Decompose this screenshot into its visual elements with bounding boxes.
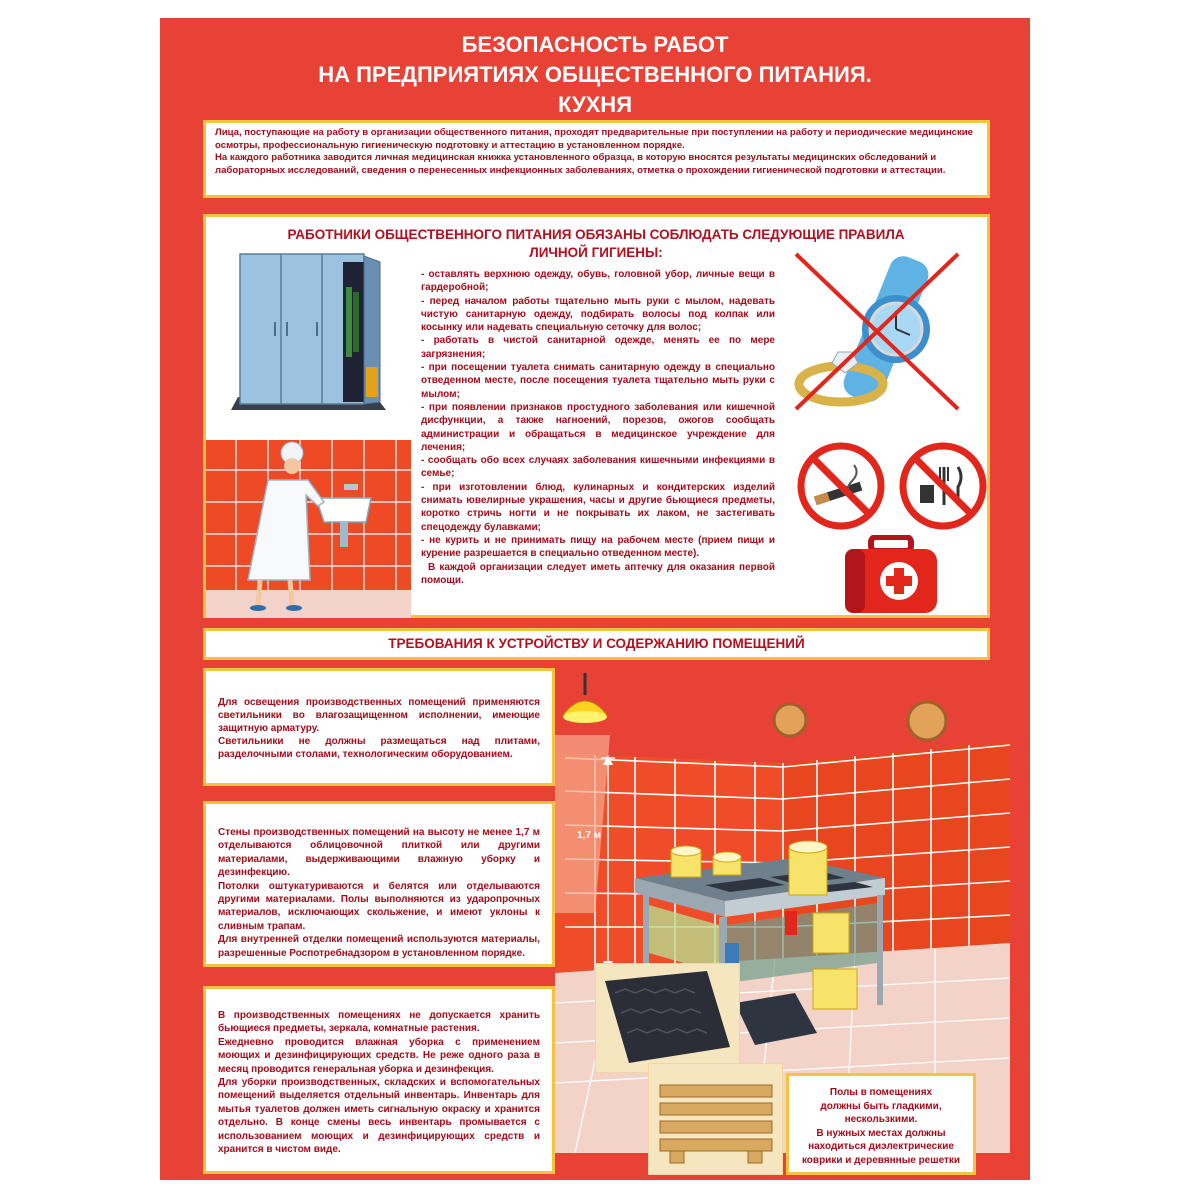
wardrobe-illustration — [226, 252, 391, 417]
rule-item: - работать в чистой санитарной одежде, менять ее по мере загрязнения; — [421, 335, 775, 360]
intro-paragraph-2: На каждого работника заводится личная медицинская книжка установленного образца, в которую вносятся результаты медицинских обследований и лабораторных исследований, сведения о перенесенных инфекционных заболеваниях, отметка о прохождении гигиенической подготовки и аттестации. — [215, 152, 946, 176]
title-line-3: КУХНЯ — [557, 92, 633, 117]
walls-paragraph-1: Стены производственных помещений на высоту не менее 1,7 м отделываются облицовочной плиткой или другими материалами, выдерживающими влажную уборку и дезинфекцию. — [218, 827, 540, 879]
hygiene-rules — [421, 268, 775, 587]
poster-title — [160, 30, 1030, 120]
rule-item: - при посещении туалета снимать санитарную одежду в специально отведенном месте, после посещения туалета тщательно мыть руки с мылом; — [421, 362, 775, 400]
cleaning-paragraph-1: В производственных помещениях не допускается хранить бьющиеся предметы, зеркала, комнатные растения. — [218, 1010, 540, 1035]
no-eating-icon — [898, 441, 988, 531]
walls-box — [203, 801, 555, 967]
floors-line: Полы в помещениях — [829, 1087, 933, 1098]
hygiene-heading-line-1: РАБОТНИКИ ОБЩЕСТВЕННОГО ПИТАНИЯ ОБЯЗАНЫ СОБЛЮДАТЬ СЛЕДУЮЩИЕ ПРАВИЛА — [287, 227, 905, 242]
rule-item: - не курить и не принимать пищу на рабочем месте (прием пищи и курение разрешается в специально отведенном месте). — [421, 534, 775, 560]
hygiene-box — [203, 214, 990, 618]
floors-box — [786, 1073, 976, 1175]
lighting-box — [203, 668, 555, 786]
lighting-paragraph-1: Для освещения производственных помещений применяются светильники во влагозащищенном исполнении, имеющие защитную арматуру. — [218, 697, 540, 734]
rule-item: - при изготовлении блюд, кулинарных и кондитерских изделий снимать ювелирные украшения, часы и другие бьющиеся предметы, коротко стричь ногти и не покрывать их лаком, не застегивать спецодежду булавками; — [421, 481, 775, 533]
height-label: 1,7 м — [577, 830, 602, 841]
first-aid-kit-icon — [841, 535, 941, 615]
dielectric-mat-illustration — [595, 963, 740, 1073]
premises-heading: ТРЕБОВАНИЯ К УСТРОЙСТВУ И СОДЕРЖАНИЮ ПОМЕЩЕНИЙ — [388, 636, 805, 651]
first-aid-note: В каждой организации следует иметь аптечку для оказания первой помощи. — [421, 561, 775, 586]
wooden-grate-illustration — [648, 1063, 783, 1175]
floors-line: должны быть гладкими, — [820, 1100, 942, 1112]
title-line-1: БЕЗОПАСНОСТЬ РАБОТ — [461, 32, 729, 57]
title-line-2: НА ПРЕДПРИЯТИЯХ ОБЩЕСТВЕННОГО ПИТАНИЯ. — [318, 62, 872, 87]
rule-item: - сообщать обо всех случаях заболевания кишечными инфекциями в семье; — [421, 455, 775, 480]
intro-box — [203, 120, 990, 198]
rule-item: - при появлении признаков простудного заболевания или кишечной дисфункции, а также нагноений, порезов, ожогов сообщать администрации и обращаться в медицинское учреждение для лечения; — [421, 401, 775, 453]
walls-paragraph-2: Потолки оштукатуриваются и белятся или отделываются другими материалами. Полы выполняются из ударопрочных материалов, исключающих скольжение, и имеют уклоны к сливным трапам. — [218, 880, 540, 932]
no-jewelry-illustration — [786, 249, 971, 414]
rule-item: - перед началом работы тщательно мыть руки с мылом, надевать чистую санитарную одежду, подбирать волосы под колпак или косынку или надевать специальную сеточку для волос; — [421, 295, 775, 334]
cleaning-paragraph-3: Для уборки производственных, складских и вспомогательных помещений выделяется отдельный инвентарь. Инвентарь для мытья туалетов должен иметь сигнальную окраску и хранится отдельно. В конце смены весь инвентарь промывается с использованием моющих и дезинфицирующих средств и хранится в чистом виде. — [218, 1077, 540, 1156]
floors-line: В нужных местах должны — [816, 1127, 946, 1139]
floors-line: коврики и деревянные решетки — [801, 1154, 961, 1166]
intro-paragraph-1: Лица, поступающие на работу в организации общественного питания, проходят предварительные при поступлении на работу и периодические медицинские осмотры, профессиональную гигиеническую подготовку и аттестацию в установленном порядке. — [215, 127, 973, 151]
poster — [160, 18, 1030, 1180]
floors-line: находиться диэлектрические — [808, 1141, 954, 1152]
walls-paragraph-3: Для внутренней отделки помещений используются материалы, разрешенные Роспотребнадзором в установленном порядке. — [218, 934, 540, 959]
cleaning-box — [203, 986, 555, 1174]
rule-item: - оставлять верхнюю одежду, обувь, головной убор, личные вещи в гардеробной; — [421, 269, 775, 294]
cook-washing-hands-illustration — [206, 440, 411, 618]
lighting-paragraph-2: Светильники не должны размещаться над плитами, разделочными столами, технологическим оборудованием. — [218, 736, 540, 760]
no-smoking-icon — [796, 441, 886, 531]
hygiene-heading-line-2: ЛИЧНОЙ ГИГИЕНЫ: — [529, 245, 663, 260]
cleaning-paragraph-2: Ежедневно проводится влажная уборка с применением моющих и дезинфицирующих средств. Не реже одного раза в месяц проводится генеральная уборка и дезинфекция. — [218, 1036, 540, 1075]
premises-heading-box — [203, 628, 990, 660]
floors-line: нескользкими. — [844, 1114, 918, 1125]
